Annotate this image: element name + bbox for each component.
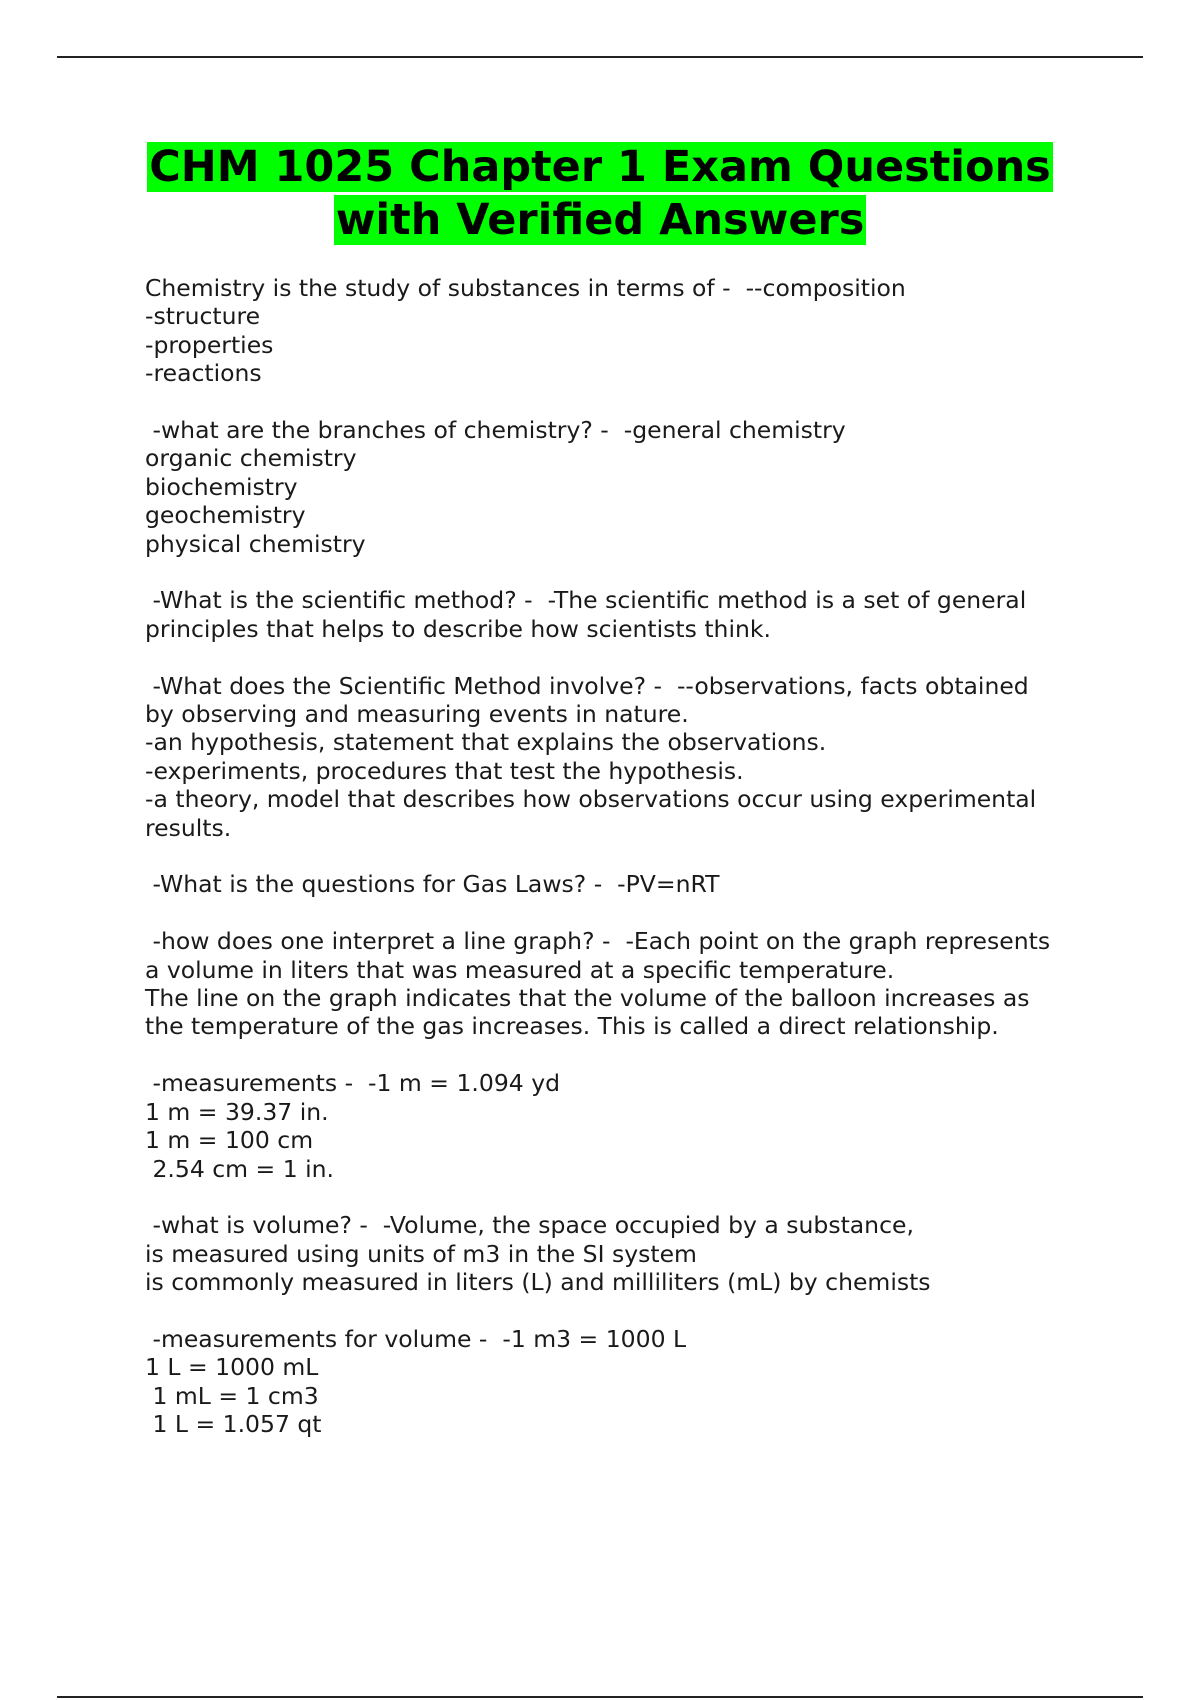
- qa-item: [145, 586, 1095, 643]
- qa-item: [145, 1211, 1095, 1296]
- bottom-rule: [57, 1696, 1143, 1698]
- qa-line: results.: [145, 813, 232, 842]
- qa-line: geochemistry: [145, 501, 306, 530]
- title-line-1: CHM 1025 Chapter 1 Exam Questions: [149, 142, 1051, 192]
- qa-line: -measurements for volume - -1 m3 = 1000 L: [145, 1324, 687, 1353]
- qa-item: [145, 416, 1095, 558]
- qa-line: is measured using units of m3 in the SI system: [145, 1239, 697, 1268]
- qa-item: [145, 1069, 1095, 1183]
- qa-line: 1 L = 1.057 qt: [145, 1410, 322, 1439]
- qa-line: -what is volume? - -Volume, the space occupied by a substance,: [145, 1211, 914, 1240]
- qa-line: -experiments, procedures that test the hypothesis.: [145, 756, 744, 785]
- qa-line: -What is the questions for Gas Laws? - -PV=nRT: [145, 870, 720, 899]
- qa-line: 2.54 cm = 1 in.: [145, 1154, 335, 1183]
- qa-line: -reactions: [145, 359, 262, 388]
- qa-line: -an hypothesis, statement that explains the observations.: [145, 728, 827, 757]
- qa-line: -how does one interpret a line graph? - -Each point on the graph represents: [145, 927, 1051, 956]
- qa-line: organic chemistry: [145, 444, 357, 473]
- qa-line: biochemistry: [145, 472, 298, 501]
- qa-line: -measurements - -1 m = 1.094 yd: [145, 1069, 561, 1098]
- qa-line: The line on the graph indicates that the volume of the balloon increases as: [145, 984, 1030, 1013]
- qa-line: is commonly measured in liters (L) and milliliters (mL) by chemists: [145, 1268, 931, 1297]
- qa-item: [145, 274, 1095, 388]
- qa-item: [145, 672, 1095, 842]
- qa-line: 1 L = 1000 mL: [145, 1353, 319, 1382]
- qa-line: principles that helps to describe how scientists think.: [145, 614, 771, 643]
- qa-line: -What does the Scientific Method involve? - --observations, facts obtained: [145, 671, 1029, 700]
- qa-line: Chemistry is the study of substances in terms of - --composition: [145, 274, 906, 302]
- qa-line: -What is the scientific method? - -The scientific method is a set of general: [145, 586, 1027, 615]
- qa-line: 1 m = 39.37 in.: [145, 1097, 329, 1126]
- qa-line: -structure: [145, 302, 261, 331]
- qa-line: 1 m = 100 cm: [145, 1126, 314, 1155]
- title-line-2: with Verified Answers: [335, 195, 865, 245]
- qa-item: [145, 870, 1095, 898]
- top-rule: [57, 56, 1143, 58]
- qa-item: [145, 927, 1095, 1041]
- document-body: [145, 274, 1095, 1467]
- qa-line: -properties: [145, 330, 274, 359]
- qa-line: by observing and measuring events in nature.: [145, 700, 689, 729]
- document-title: [0, 142, 1200, 245]
- qa-line: a volume in liters that was measured at a specific temperature.: [145, 955, 895, 984]
- qa-line: 1 mL = 1 cm3: [145, 1381, 319, 1410]
- qa-line: -what are the branches of chemistry? - -general chemistry: [145, 416, 846, 445]
- qa-item: [145, 1325, 1095, 1439]
- qa-line: -a theory, model that describes how observations occur using experimental: [145, 785, 1037, 814]
- qa-line: physical chemistry: [145, 529, 366, 558]
- qa-line: the temperature of the gas increases. This is called a direct relationship.: [145, 1012, 999, 1041]
